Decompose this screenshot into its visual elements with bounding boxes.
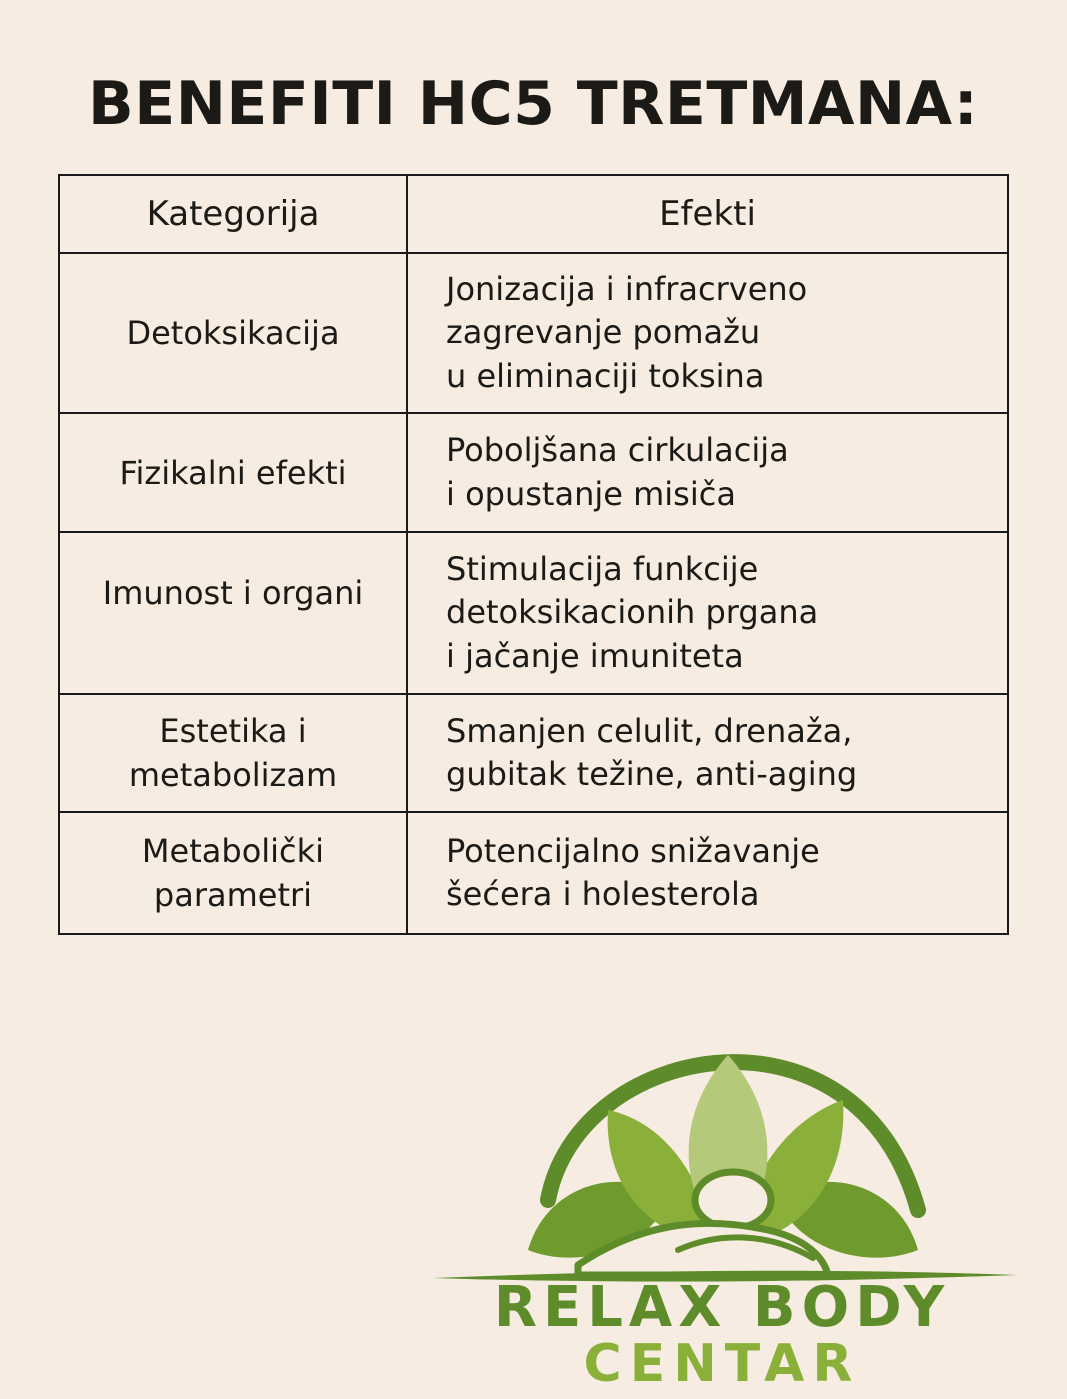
table-row — [59, 253, 1008, 413]
category-text: Fizikalni efekti — [119, 453, 347, 492]
effects-text: zagrevanje pomažu — [446, 313, 761, 352]
effects-text: Poboljšana cirkulacija — [446, 431, 789, 469]
header-category: Kategorija — [59, 175, 407, 253]
table-row — [59, 413, 1008, 532]
effects-text: u eliminaciji toksina — [446, 356, 765, 395]
category-text: Imunost i organi — [102, 574, 364, 612]
table-row — [59, 812, 1008, 934]
effects-text: Stimulacija funkcije — [446, 549, 759, 588]
benefits-table — [58, 174, 1009, 935]
table-row — [59, 532, 1008, 694]
brand-name-line2: CENTAR — [583, 1334, 861, 1394]
effects-cell — [407, 253, 1008, 413]
table-header-row — [59, 175, 1008, 253]
effects-text: i jačanje imuniteta — [446, 636, 744, 675]
category-cell — [59, 253, 407, 413]
effects-cell — [407, 812, 1008, 934]
effects-text: Jonizacija i infracrveno — [446, 269, 808, 308]
category-cell — [59, 694, 407, 812]
effects-text: gubitak težine, anti-aging — [446, 755, 858, 793]
effects-text: Potencijalno snižavanje — [446, 831, 820, 870]
effects-text: šećera i holesterola — [446, 875, 760, 913]
page-title: BENEFITI HC5 TRETMANA: — [88, 69, 979, 139]
category-text: parametri — [153, 876, 313, 914]
effects-text: Smanjen celulit, drenaža, — [446, 711, 853, 750]
header-effects: Efekti — [407, 175, 1008, 253]
effects-cell — [407, 532, 1008, 694]
category-text: metabolizam — [128, 756, 338, 794]
table-row — [59, 694, 1008, 812]
person-head-icon — [695, 1172, 771, 1228]
category-cell — [59, 812, 407, 934]
effects-cell — [407, 694, 1008, 812]
brand-name-line1: RELAX BODY — [493, 1275, 951, 1340]
category-text: Detoksikacija — [126, 314, 340, 352]
category-text: Estetika i — [159, 712, 307, 750]
effects-cell — [407, 413, 1008, 532]
effects-text: detoksikacionih prgana — [446, 593, 819, 632]
category-text: Metabolički — [141, 832, 325, 870]
category-cell — [59, 413, 407, 532]
category-cell — [59, 532, 407, 694]
effects-text: i opustanje misiča — [446, 474, 736, 513]
